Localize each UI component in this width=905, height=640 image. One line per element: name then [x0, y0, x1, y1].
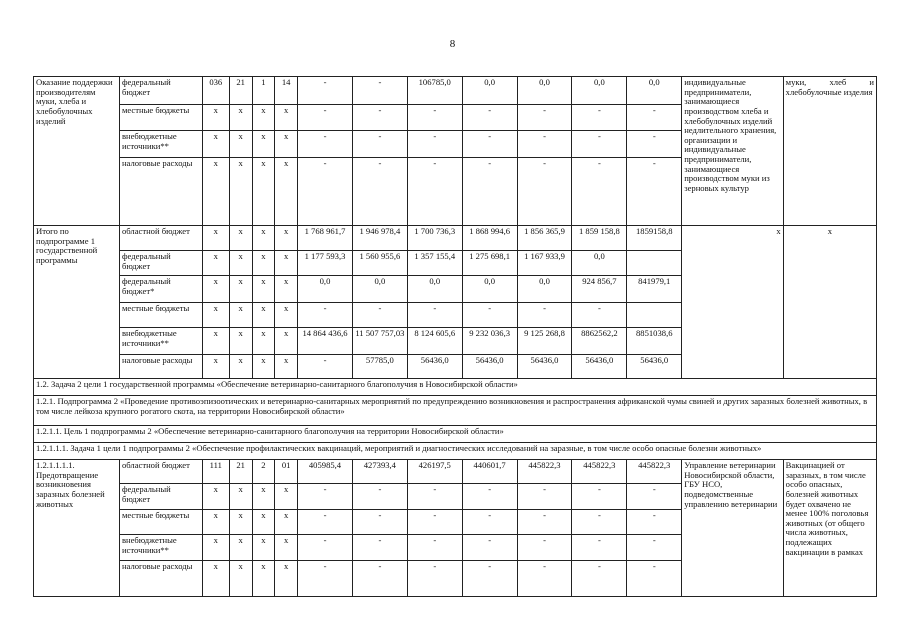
code-cell: х	[275, 355, 298, 379]
year-value-cell: 0,0	[627, 77, 682, 105]
year-value-cell: -	[572, 484, 627, 510]
funding-source-cell: налоговые расходы	[119, 561, 202, 597]
year-value-cell: -	[462, 131, 517, 158]
code-cell: х	[252, 561, 275, 597]
year-value-cell: 57785,0	[352, 355, 407, 379]
code-cell: х	[229, 328, 252, 355]
year-value-cell: 445822,3	[517, 460, 572, 484]
year-value-cell: -	[572, 535, 627, 561]
year-value-cell: -	[517, 158, 572, 226]
code-cell: х	[229, 561, 252, 597]
year-value-cell: -	[407, 510, 462, 535]
year-value-cell: -	[352, 510, 407, 535]
year-value-cell: 11 507 757,03	[352, 328, 407, 355]
code-cell: х	[229, 131, 252, 158]
code-cell: х	[229, 355, 252, 379]
code-cell: х	[275, 328, 298, 355]
code-cell: х	[252, 131, 275, 158]
measure-name-cell: Итого по подпрограмме 1 государственной программы	[34, 226, 120, 379]
code-cell: х	[275, 561, 298, 597]
year-value-cell: 445822,3	[627, 460, 682, 484]
code-cell: х	[275, 510, 298, 535]
code-cell: х	[202, 251, 229, 276]
year-value-cell: 0,0	[517, 276, 572, 303]
funding-source-cell: налоговые расходы	[119, 355, 202, 379]
code-cell: х	[229, 276, 252, 303]
year-value-cell: -	[407, 484, 462, 510]
code-cell: х	[252, 251, 275, 276]
year-value-cell: -	[298, 77, 353, 105]
year-value-cell	[627, 251, 682, 276]
year-value-cell: 0,0	[462, 77, 517, 105]
year-value-cell: -	[352, 484, 407, 510]
year-value-cell: -	[407, 158, 462, 226]
funding-source-cell: внебюджетные источники**	[119, 535, 202, 561]
code-cell: 2	[252, 460, 275, 484]
year-value-cell: 8862562,2	[572, 328, 627, 355]
year-value-cell: 56436,0	[572, 355, 627, 379]
section-title-cell: 1.2. Задача 2 цели 1 государственной программы «Обеспечение ветеринарно-санитарного благополучия в Новосибирской области»	[34, 379, 877, 396]
funding-source-cell: местные бюджеты	[119, 105, 202, 131]
year-value-cell: -	[572, 131, 627, 158]
year-value-cell: -	[298, 131, 353, 158]
year-value-cell: 924 856,7	[572, 276, 627, 303]
code-cell: 111	[202, 460, 229, 484]
year-value-cell: -	[462, 535, 517, 561]
year-value-cell: 1 768 961,7	[298, 226, 353, 251]
code-cell: х	[202, 535, 229, 561]
year-value-cell: -	[407, 561, 462, 597]
measure-name-cell	[34, 460, 120, 597]
year-value-cell: 8 124 605,6	[407, 328, 462, 355]
code-cell: х	[252, 484, 275, 510]
year-value-cell: -	[298, 303, 353, 328]
funding-source-cell: федеральный бюджет*	[119, 276, 202, 303]
section-row	[34, 379, 877, 396]
year-value-cell: 1 167 933,9	[517, 251, 572, 276]
code-cell: х	[202, 561, 229, 597]
funding-source-cell: областной бюджет	[119, 460, 202, 484]
year-value-cell: -	[627, 131, 682, 158]
year-value-cell: -	[407, 303, 462, 328]
year-value-cell: -	[298, 510, 353, 535]
code-cell: 1	[252, 77, 275, 105]
code-cell: х	[229, 226, 252, 251]
year-value-cell: 0,0	[462, 276, 517, 303]
year-value-cell: 1 357 155,4	[407, 251, 462, 276]
year-value-cell: -	[462, 158, 517, 226]
result-cell: Вакцинацией от заразных, в том числе особо опасных, болезней животных будет охвачено не менее 100% поголовья животных (от общего числа животных, подлежащих вакцинации в рамках	[783, 460, 876, 597]
year-value-cell: -	[517, 510, 572, 535]
code-cell: х	[202, 131, 229, 158]
code-cell: х	[202, 355, 229, 379]
year-value-cell: 0,0	[352, 276, 407, 303]
code-cell: х	[202, 328, 229, 355]
year-value-cell: -	[627, 510, 682, 535]
code-cell: х	[252, 510, 275, 535]
year-value-cell: -	[627, 484, 682, 510]
code-cell: х	[229, 484, 252, 510]
year-value-cell: -	[352, 105, 407, 131]
executor-cell: индивидуальные предприниматели, занимающиеся производством хлеба и хлебобулочных изделий недлительного хранения, организации и индивидуальные предприниматели, занимающиеся производством муки из зерновых культур	[682, 77, 783, 226]
code-cell: х	[275, 131, 298, 158]
result-cell: муки, хлеб и хлебобулочные изделия	[783, 77, 876, 226]
year-value-cell: -	[517, 303, 572, 328]
code-cell: х	[202, 484, 229, 510]
year-value-cell: 0,0	[298, 276, 353, 303]
section-title-cell: 1.2.1.1. Цель 1 подпрограммы 2 «Обеспечение ветеринарно-санитарного благополучия на территории Новосибирской области»	[34, 426, 877, 443]
code-cell: х	[252, 328, 275, 355]
year-value-cell: -	[352, 158, 407, 226]
year-value-cell: -	[352, 303, 407, 328]
funding-source-cell: налоговые расходы	[119, 158, 202, 226]
year-value-cell: -	[517, 535, 572, 561]
code-cell: 21	[229, 460, 252, 484]
year-value-cell: 0,0	[517, 77, 572, 105]
funding-source-cell: внебюджетные источники**	[119, 328, 202, 355]
year-value-cell: -	[572, 510, 627, 535]
code-cell: х	[275, 303, 298, 328]
year-value-cell: -	[462, 484, 517, 510]
code-cell: х	[252, 158, 275, 226]
code-cell: х	[202, 510, 229, 535]
code-cell: х	[252, 276, 275, 303]
code-cell: х	[202, 276, 229, 303]
result-cell: х	[783, 226, 876, 379]
year-value-cell: 1 700 736,3	[407, 226, 462, 251]
code-cell: х	[229, 251, 252, 276]
section-row	[34, 426, 877, 443]
code-cell: 036	[202, 77, 229, 105]
year-value-cell: -	[572, 105, 627, 131]
year-value-cell: 445822,3	[572, 460, 627, 484]
year-value-cell: 1 856 365,9	[517, 226, 572, 251]
funding-source-cell: местные бюджеты	[119, 510, 202, 535]
year-value-cell: 9 232 036,3	[462, 328, 517, 355]
year-value-cell: 1 275 698,1	[462, 251, 517, 276]
program-table	[33, 76, 877, 597]
code-cell: 14	[275, 77, 298, 105]
code-cell: х	[229, 535, 252, 561]
code-cell: х	[252, 303, 275, 328]
code-cell: х	[252, 226, 275, 251]
funding-source-cell: федеральный бюджет	[119, 251, 202, 276]
year-value-cell: 427393,4	[352, 460, 407, 484]
code-cell: х	[252, 105, 275, 131]
year-value-cell	[627, 303, 682, 328]
code-cell: х	[229, 158, 252, 226]
year-value-cell: -	[517, 484, 572, 510]
year-value-cell: -	[462, 303, 517, 328]
year-value-cell: 841979,1	[627, 276, 682, 303]
funding-source-cell: внебюджетные источники**	[119, 131, 202, 158]
funding-source-cell: местные бюджеты	[119, 303, 202, 328]
year-value-cell: -	[572, 561, 627, 597]
year-value-cell: -	[572, 158, 627, 226]
year-value-cell: -	[298, 355, 353, 379]
code-cell: х	[275, 158, 298, 226]
code-cell: х	[252, 535, 275, 561]
measure-number: 1.2.1.1.1.1.	[36, 460, 75, 470]
code-cell: 01	[275, 460, 298, 484]
funding-source-cell: областной бюджет	[119, 226, 202, 251]
year-value-cell: 8851038,6	[627, 328, 682, 355]
year-value-cell: 56436,0	[517, 355, 572, 379]
executor-cell: Управление ветеринарии Новосибирской области, ГБУ НСО, подведомственные управлению ветеринарии	[682, 460, 783, 597]
year-value-cell: 0,0	[572, 251, 627, 276]
year-value-cell: -	[298, 158, 353, 226]
year-value-cell: 1859158,8	[627, 226, 682, 251]
year-value-cell: 56436,0	[407, 355, 462, 379]
code-cell: х	[202, 158, 229, 226]
code-cell: 21	[229, 77, 252, 105]
year-value-cell: 1 560 955,6	[352, 251, 407, 276]
year-value-cell: -	[462, 510, 517, 535]
year-value-cell: -	[462, 561, 517, 597]
year-value-cell: -	[462, 105, 517, 131]
year-value-cell: 56436,0	[462, 355, 517, 379]
year-value-cell: -	[627, 105, 682, 131]
year-value-cell: 1 859 158,8	[572, 226, 627, 251]
year-value-cell: -	[352, 535, 407, 561]
year-value-cell: -	[352, 77, 407, 105]
year-value-cell: 1 177 593,3	[298, 251, 353, 276]
year-value-cell: -	[352, 131, 407, 158]
year-value-cell: -	[517, 561, 572, 597]
code-cell: х	[252, 355, 275, 379]
measure-name: Предотвращение возникновения заразных болезней животных	[36, 469, 105, 509]
year-value-cell: -	[298, 105, 353, 131]
funding-source-cell: федеральный бюджет	[119, 77, 202, 105]
code-cell: х	[229, 510, 252, 535]
year-value-cell: -	[407, 535, 462, 561]
year-value-cell: -	[298, 561, 353, 597]
code-cell: х	[275, 251, 298, 276]
year-value-cell: 14 864 436,6	[298, 328, 353, 355]
year-value-cell: -	[352, 561, 407, 597]
page-number: 8	[449, 38, 456, 50]
table-row	[34, 460, 877, 484]
year-value-cell: 0,0	[572, 77, 627, 105]
year-value-cell: -	[572, 303, 627, 328]
year-value-cell: 56436,0	[627, 355, 682, 379]
code-cell: х	[229, 303, 252, 328]
year-value-cell: -	[298, 535, 353, 561]
section-row	[34, 443, 877, 460]
year-value-cell: 405985,4	[298, 460, 353, 484]
year-value-cell: -	[627, 535, 682, 561]
year-value-cell: 426197,5	[407, 460, 462, 484]
section-row	[34, 396, 877, 426]
code-cell: х	[275, 484, 298, 510]
section-title-cell: 1.2.1.1.1. Задача 1 цели 1 подпрограммы 2 «Обеспечение профилактических вакцинаций, мероприятий и диагностических исследований на заразные, в том числе особо опасные болезни животных»	[34, 443, 877, 460]
year-value-cell: -	[517, 131, 572, 158]
year-value-cell: 0,0	[407, 276, 462, 303]
year-value-cell: -	[627, 561, 682, 597]
table-row	[34, 226, 877, 251]
executor-cell: х	[682, 226, 783, 379]
year-value-cell: -	[517, 105, 572, 131]
year-value-cell: -	[627, 158, 682, 226]
year-value-cell: -	[298, 484, 353, 510]
code-cell: х	[229, 105, 252, 131]
code-cell: х	[275, 276, 298, 303]
year-value-cell: 1 946 978,4	[352, 226, 407, 251]
year-value-cell: 1 868 994,6	[462, 226, 517, 251]
code-cell: х	[275, 226, 298, 251]
year-value-cell: 440601,7	[462, 460, 517, 484]
year-value-cell: -	[407, 105, 462, 131]
section-title-cell: 1.2.1. Подпрограмма 2 «Проведение противоэпизоотических и ветеринарно-санитарных мероприятий по предупреждению возникновения и распространения африканской чумы свиней и других заразных болезней животных, в том числе лейкоза крупного рогатого скота, на территории Новосибирской области»	[34, 396, 877, 426]
year-value-cell: -	[407, 131, 462, 158]
table-row	[34, 77, 877, 105]
code-cell: х	[275, 535, 298, 561]
measure-name-cell: Оказание поддержки производителям муки, хлеба и хлебобулочных изделий	[34, 77, 120, 226]
code-cell: х	[202, 226, 229, 251]
year-value-cell: 9 125 268,8	[517, 328, 572, 355]
funding-source-cell: федеральный бюджет	[119, 484, 202, 510]
code-cell: х	[202, 303, 229, 328]
code-cell: х	[275, 105, 298, 131]
year-value-cell: 106785,0	[407, 77, 462, 105]
code-cell: х	[202, 105, 229, 131]
